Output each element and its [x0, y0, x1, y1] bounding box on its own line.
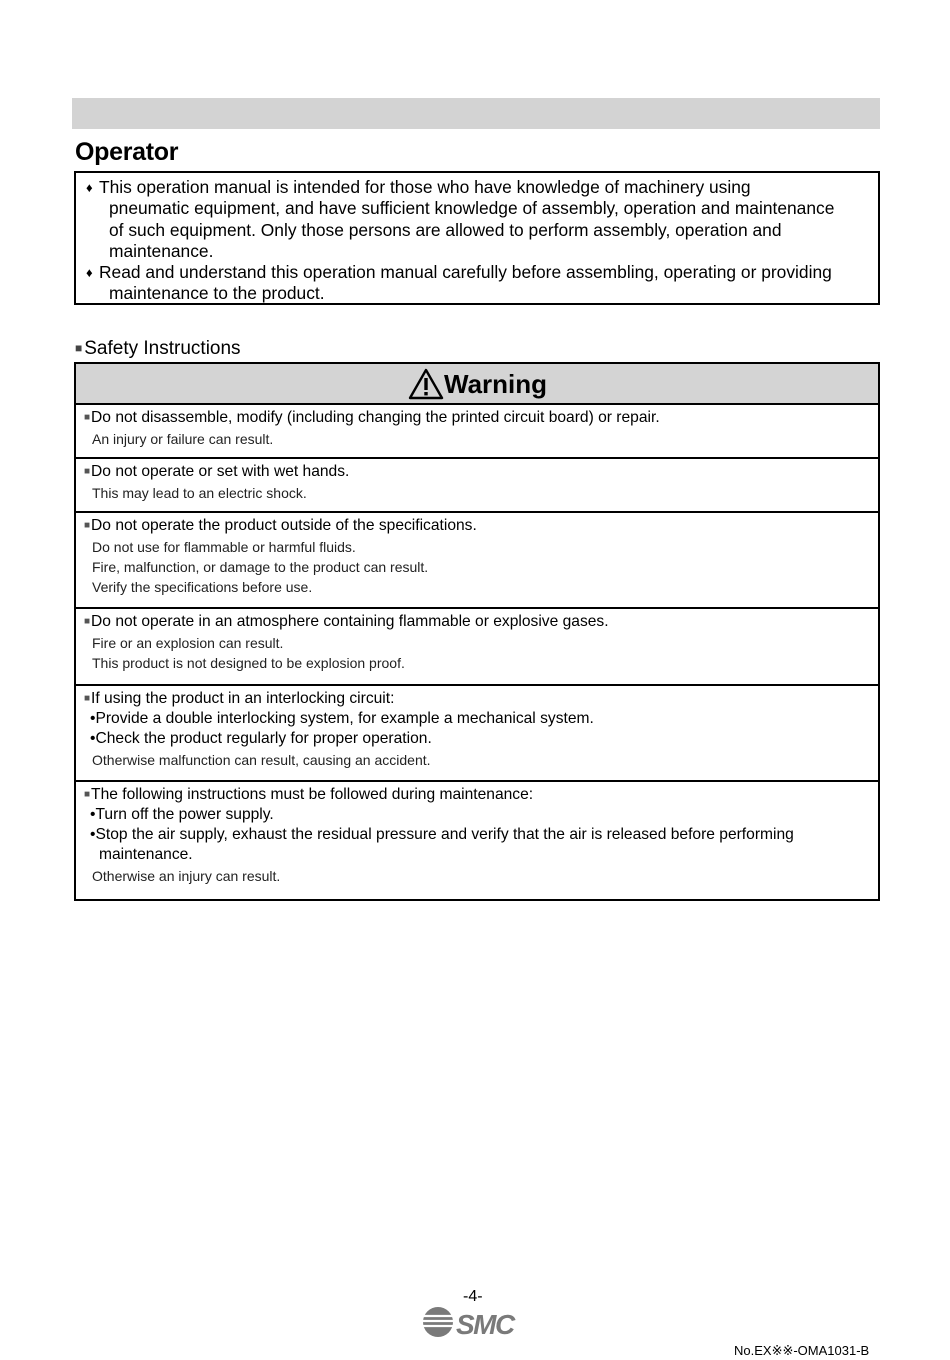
- document-number: No.EX※※-OMA1031-B: [734, 1343, 870, 1358]
- diamond-bullet-icon: ♦: [86, 265, 93, 280]
- warning-row-main: [84, 786, 533, 804]
- square-bullet-icon: ■: [84, 693, 91, 704]
- warning-header: [76, 364, 878, 405]
- square-bullet-icon: ■: [84, 412, 91, 423]
- operator-item-line: pneumatic equipment, and have sufficient knowledge of assembly, operation and maintenance: [109, 198, 835, 219]
- warning-row: [76, 403, 878, 457]
- warning-row-main-text: Do not operate in an atmosphere containing flammable or explosive gases.: [91, 613, 609, 630]
- square-bullet-icon: ■: [84, 466, 91, 477]
- operator-item-line: maintenance.: [109, 240, 214, 261]
- square-bullet-icon: ■: [84, 616, 91, 627]
- smc-logo: [420, 1304, 530, 1340]
- square-bullet-icon: ■: [84, 520, 91, 531]
- warning-row: [76, 780, 878, 901]
- warning-triangle-icon: [408, 368, 444, 400]
- section-title: Operator: [75, 138, 179, 166]
- safety-heading-text: Safety Instructions: [84, 338, 241, 359]
- warning-row-main: [84, 409, 660, 427]
- warning-row-bullet-item: •Stop the air supply, exhaust the residual pressure and verify that the air is released before performing: [90, 826, 794, 843]
- operator-item: [86, 177, 874, 262]
- operator-notice-box: [74, 171, 880, 305]
- operator-item-line: maintenance to the product.: [109, 283, 325, 304]
- warning-row-sub: Fire, malfunction, or damage to the product can result.: [92, 559, 429, 575]
- warning-row-main-text: Do not operate or set with wet hands.: [91, 463, 350, 480]
- warning-row-sub: This product is not designed to be explosion proof.: [92, 655, 405, 671]
- warning-row-main: [84, 463, 349, 481]
- square-bullet-icon: ■: [75, 341, 83, 355]
- warning-row-sub: This may lead to an electric shock.: [92, 485, 307, 501]
- header-bar: [72, 98, 880, 129]
- square-bullet-icon: ■: [84, 789, 91, 800]
- warning-row-main: [84, 517, 477, 535]
- warning-row-sub: Do not use for flammable or harmful fluids.: [92, 539, 356, 555]
- warning-row-sub: Verify the specifications before use.: [92, 579, 313, 595]
- warning-row-main: [84, 613, 609, 631]
- warning-row-bullet-item: •Check the product regularly for proper operation.: [90, 730, 432, 747]
- warning-table: [74, 362, 880, 901]
- warning-row-main: [84, 690, 394, 708]
- warning-row: [76, 607, 878, 684]
- warning-row-main-text: The following instructions must be followed during maintenance:: [91, 786, 534, 803]
- diamond-bullet-icon: ♦: [86, 180, 93, 195]
- warning-row-main-text: If using the product in an interlocking circuit:: [91, 690, 395, 707]
- warning-row-main-text: Do not operate the product outside of the specifications.: [91, 517, 477, 534]
- warning-row-sub: Otherwise an injury can result.: [92, 868, 281, 884]
- warning-row: [76, 457, 878, 511]
- operator-item-line: This operation manual is intended for those who have knowledge of machinery using: [99, 177, 751, 197]
- warning-title: Warning: [444, 369, 548, 399]
- operator-item-line: of such equipment. Only those persons are allowed to perform assembly, operation and: [109, 219, 782, 240]
- safety-instructions-heading: [75, 338, 241, 360]
- logo-text: SMC: [456, 1309, 514, 1340]
- operator-item-line: Read and understand this operation manual carefully before assembling, operating or providing: [99, 262, 832, 282]
- page-number: -4-: [463, 1288, 483, 1305]
- warning-row-bullet-item: •Provide a double interlocking system, for example a mechanical system.: [90, 710, 594, 727]
- warning-row-sub: An injury or failure can result.: [92, 431, 274, 447]
- operator-item: [86, 262, 874, 305]
- warning-row-main-text: Do not disassemble, modify (including changing the printed circuit board) or repair.: [91, 409, 660, 426]
- warning-row: [76, 684, 878, 780]
- warning-row-sub: Otherwise malfunction can result, causing an accident.: [92, 752, 431, 768]
- warning-row-bullet-item: maintenance.: [99, 846, 193, 863]
- warning-row-bullet-item: •Turn off the power supply.: [90, 806, 274, 823]
- warning-row: [76, 511, 878, 607]
- warning-row-sub: Fire or an explosion can result.: [92, 635, 284, 651]
